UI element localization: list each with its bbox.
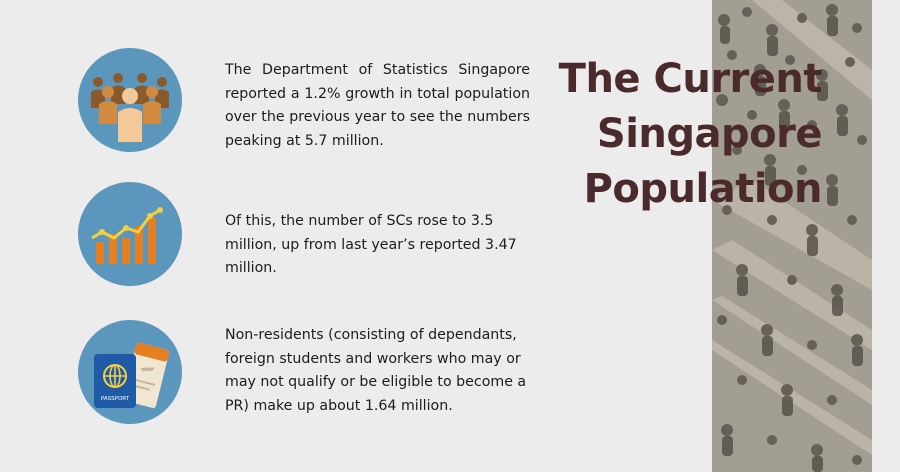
title-line-3: Population — [583, 166, 822, 212]
page-title — [522, 52, 822, 217]
passport-label: PASSPORT — [100, 396, 130, 402]
people-group-icon — [78, 48, 182, 152]
growth-chart-icon — [78, 182, 182, 286]
population-growth-text: The Department of Statistics Singapore reported a 1.2% growth in total population over the previous year to see the numbers peaking at 5.7 million. — [225, 62, 530, 149]
title-line-1: The Current — [558, 56, 822, 102]
passport-icon — [78, 320, 182, 424]
citizens-count-text: Of this, the number of SCs rose to 3.5 million, up from last year’s reported 3.47 million. — [225, 213, 517, 276]
non-residents-text: Non-residents (consisting of dependants, foreign students and workers who may or may not qualify or be eligible to become a PR) make up about 1.64 million. — [225, 327, 527, 414]
title-line-2: Singapore — [596, 111, 822, 157]
